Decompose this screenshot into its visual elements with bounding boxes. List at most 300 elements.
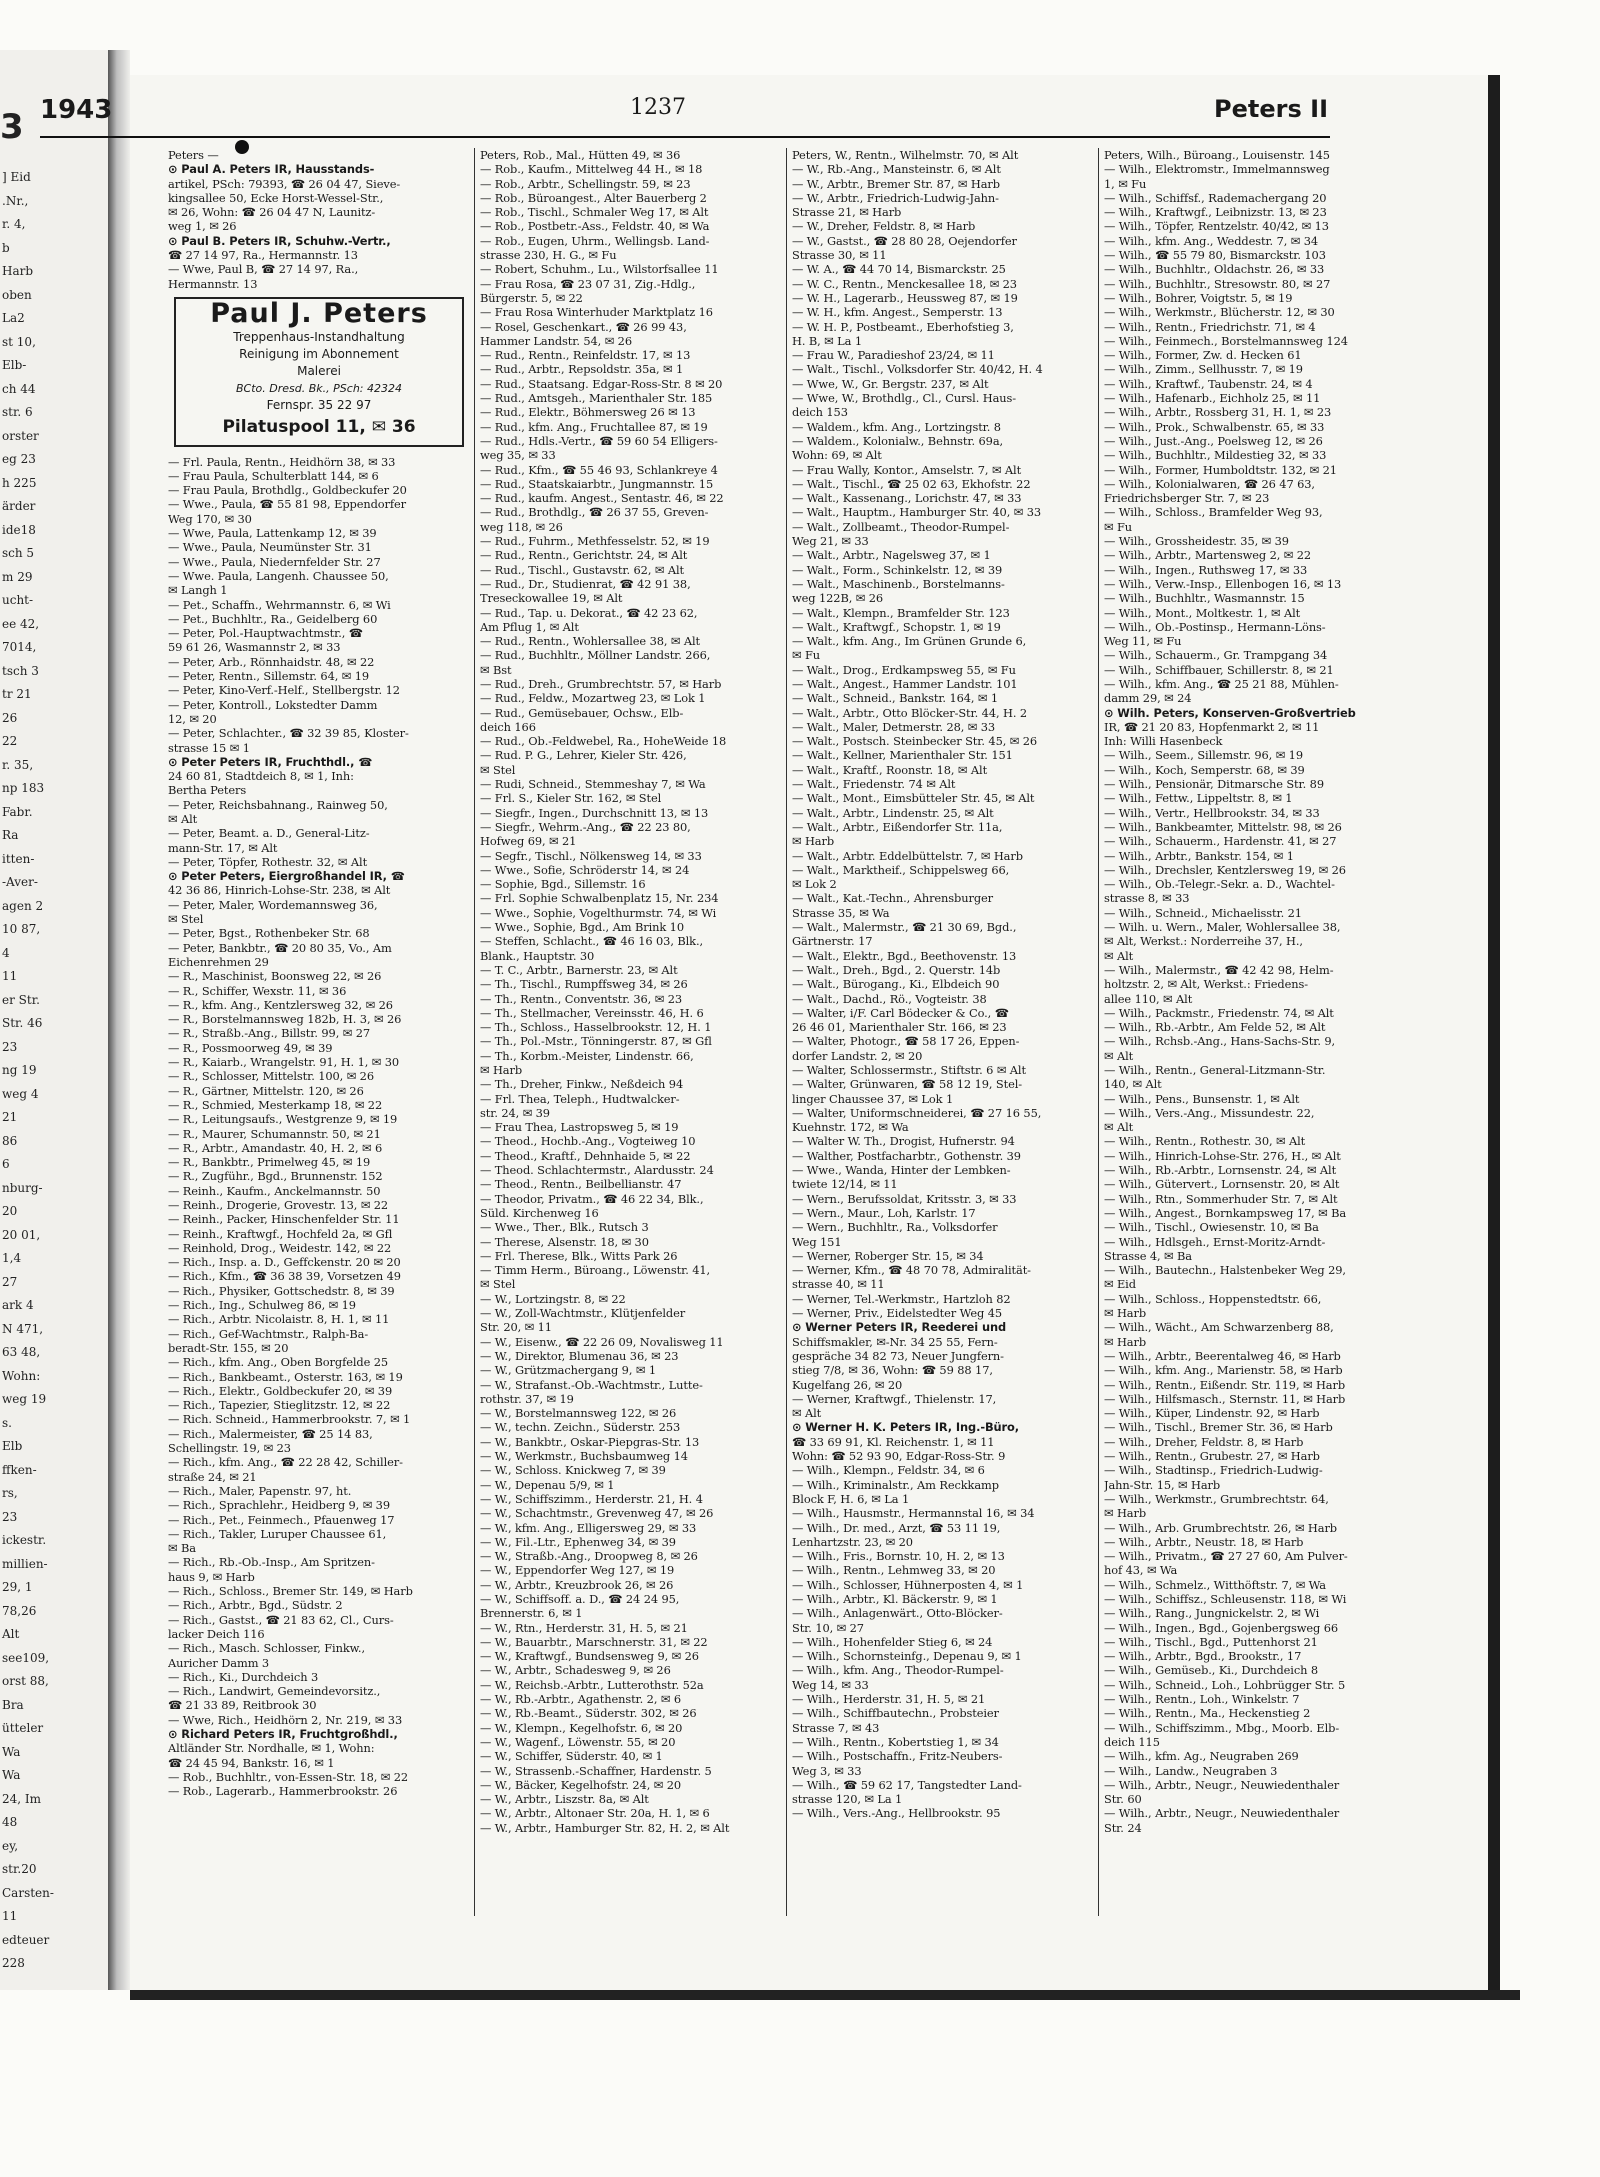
directory-entry: — Wilh., Rentn., Lehmweg 33, ✉ 20 (792, 1563, 996, 1578)
left-page-fragment: ng 19 (2, 1063, 37, 1077)
header-page-number: 1237 (630, 95, 686, 120)
left-page-fragment: 11 (2, 969, 18, 983)
directory-entry: ✉ Stel (168, 912, 204, 927)
directory-entry: — Wilh., Arbtr., Martensweg 2, ✉ 22 (1104, 548, 1312, 563)
left-facing-page (0, 50, 111, 1990)
directory-entry: — Wilh., Dr. med., Arzt, ☎ 53 11 19, (792, 1520, 1001, 1535)
directory-entry: — Walt., Marktheif., Schippelsweg 66, (792, 862, 1010, 877)
directory-entry: — Theod., Rentn., Beilbellianstr. 47 (480, 1177, 682, 1192)
directory-entry: — Wilh., Schornsteinfg., Depenau 9, ✉ 1 (792, 1649, 1022, 1664)
directory-entry: Strasse 30, ✉ 11 (792, 248, 887, 263)
directory-entry: — Wilh., Herderstr. 31, H. 5, ✉ 21 (792, 1692, 986, 1707)
directory-entry: — Rudi, Schneid., Stemmeshay 7, ✉ Wa (480, 777, 706, 792)
left-page-fragment: ark 4 (2, 1298, 34, 1312)
book-gutter (108, 50, 130, 1990)
directory-entry: — Rud., Staatskaiarbtr., Jungmannstr. 15 (480, 476, 714, 491)
directory-entry: ✉ Harb (1104, 1334, 1147, 1349)
directory-entry: Kuehnstr. 172, ✉ Wa (792, 1120, 909, 1135)
directory-entry: — Rud., Staatsang. Edgar-Ross-Str. 8 ✉ 20 (480, 376, 723, 391)
directory-entry: — Wilh., Just.-Ang., Poelsweg 12, ✉ 26 (1104, 433, 1323, 448)
left-page-fragment: np 183 (2, 781, 45, 795)
left-page-fragment: oben (2, 287, 32, 302)
directory-entry: — Walt., Postsch. Steinbecker Str. 45, ✉ 26 (792, 734, 1038, 749)
directory-entry: — Rud., Tap. u. Dekorat., ☎ 42 23 62, (480, 605, 698, 620)
directory-entry: ⊙ Paul B. Peters IR, Schuhw.-Vertr., (168, 233, 391, 248)
left-page-fragment: rs, (2, 1486, 18, 1500)
directory-entry: — W., Arbtr., Friedrich-Ludwig-Jahn- (792, 190, 999, 205)
directory-entry: — Frl. Sophie Schwalbenplatz 15, Nr. 234 (480, 891, 719, 906)
directory-entry: — Wwe., Paula, Neumünster Str. 31 (168, 540, 372, 555)
directory-entry: ☎ 27 14 97, Ra., Hermannstr. 13 (168, 248, 358, 263)
directory-entry: — W., Borstelmannsweg 122, ✉ 26 (480, 1406, 677, 1421)
directory-entry: — W. C., Rentn., Menckesallee 18, ✉ 23 (792, 276, 1017, 291)
directory-entry: — Wilh., Feinmech., Borstelmannsweg 124 (1104, 333, 1348, 348)
directory-entry: — Rich., Takler, Luruper Chaussee 61, (168, 1526, 387, 1541)
directory-entry: — Walt., Kat.-Techn., Ahrensburger (792, 891, 993, 906)
directory-entry: — Walt., Arbtr., Otto Blöcker-Str. 44, H. 2 (792, 705, 1028, 720)
directory-entry: — Siegfr., Ingen., Durchschnitt 13, ✉ 13 (480, 805, 709, 820)
directory-entry: linger Chaussee 37, ✉ Lok 1 (792, 1091, 954, 1106)
directory-entry: — W., Zoll-Wachtmstr., Klütjenfelder (480, 1306, 686, 1321)
directory-entry: damm 29, ✉ 24 (1104, 691, 1192, 706)
directory-entry: twiete 12/14, ✉ 11 (792, 1177, 898, 1192)
directory-entry: — Rich. Schneid., Hammerbrookstr. 7, ✉ 1 (168, 1412, 411, 1427)
directory-entry: Hammer Landstr. 54, ✉ 26 (480, 333, 632, 348)
directory-entry: — Frau Wally, Kontor., Amselstr. 7, ✉ Alt (792, 462, 1022, 477)
directory-entry: — Theod., Hochb.-Ang., Vogteiweg 10 (480, 1134, 696, 1149)
left-page-fragment: ffken- (2, 1462, 37, 1477)
directory-entry: — Wilh., Pensionär, Ditmarsche Str. 89 (1104, 777, 1324, 792)
directory-entry: — Walter, Schlossermstr., Stiftstr. 6 ✉ Alt (792, 1063, 1026, 1077)
left-page-fragment: 23 (2, 1509, 18, 1524)
directory-entry: ✉ Harb (792, 834, 835, 849)
directory-entry: dorfer Landstr. 2, ✉ 20 (792, 1048, 923, 1063)
directory-entry: — Rich., Arbtr., Bgd., Südstr. 2 (168, 1598, 343, 1613)
directory-entry: — Rud., Rentn., Reinfeldstr. 17, ✉ 13 (480, 348, 691, 363)
directory-entry: — W. H., Lagerarb., Heussweg 87, ✉ 19 (792, 290, 1018, 305)
directory-entry: — Wwe, W., Brothdlg., Cl., Cursl. Haus- (792, 391, 1017, 406)
directory-entry: — Wilh., ☎ 59 62 17, Tangstedter Land- (792, 1777, 1022, 1792)
directory-entry: artikel, PSch: 79393, ☎ 26 04 47, Sieve- (168, 176, 401, 191)
directory-entry: — Wilh., Arbtr., Bankstr. 154, ✉ 1 (1104, 848, 1294, 863)
directory-entry: — Rob., Tischl., Schmaler Weg 17, ✉ Alt (480, 205, 709, 220)
column-3 (792, 148, 1092, 1821)
page-header (40, 95, 1340, 135)
directory-entry: — W., Lortzingstr. 8, ✉ 22 (480, 1291, 626, 1306)
directory-entry: — Wilh., kfm. Ang., Theodor-Rumpel- (792, 1663, 1004, 1678)
directory-entry: — Wilh., Fris., Bornstr. 10, H. 2, ✉ 13 (792, 1549, 1005, 1564)
directory-entry: — Walt., Arbtr. Eddelbüttelstr. 7, ✉ Harb (792, 848, 1023, 863)
directory-entry: — Wilh., Schiffbauer, Schillerstr. 8, ✉ 21 (1104, 662, 1334, 677)
directory-entry: — Wilh., Seem., Sillemstr. 96, ✉ 19 (1104, 748, 1303, 763)
page-bottom-edge (130, 1990, 1520, 2000)
directory-entry: Am Pflug 1, ✉ Alt (480, 619, 579, 634)
directory-entry: — Wilh., Vertr., Hellbrookstr. 34, ✉ 33 (1104, 805, 1320, 820)
directory-entry: — Reinh., Drogerie, Grovestr. 13, ✉ 22 (168, 1198, 389, 1212)
directory-entry: — Walt., Maler, Detmerstr. 28, ✉ 33 (792, 719, 996, 734)
directory-entry: — Frl. Therese, Blk., Witts Park 26 (480, 1248, 678, 1263)
directory-entry: — Th., Tischl., Rumpffsweg 34, ✉ 26 (480, 977, 688, 992)
directory-entry: — Wilh., Arbtr., Bgd., Brookstr., 17 (1104, 1649, 1302, 1664)
directory-entry: — Walt., Dachd., Rö., Vogteistr. 38 (792, 991, 987, 1006)
directory-entry: Weg 11, ✉ Fu (1104, 634, 1182, 649)
directory-entry: 1, ✉ Fu (1104, 176, 1147, 191)
directory-entry: — Reinh., Kaufm., Anckelmannstr. 50 (168, 1183, 381, 1198)
directory-entry: — Rich., Bankbeamt., Osterstr. 163, ✉ 19 (168, 1369, 403, 1384)
directory-entry: — Wilh., Schiffsz., Schleusenstr. 118, ✉ Wi (1104, 1591, 1347, 1606)
directory-entry: — Peter, Maler, Wordemannsweg 36, (168, 897, 378, 912)
directory-entry: stieg 7/8, ✉ 36, Wohn: ☎ 59 88 17, (792, 1363, 993, 1378)
directory-entry: — Walt., Angest., Hammer Landstr. 101 (792, 676, 1018, 691)
directory-entry: — Walt., Elektr., Bgd., Beethovenstr. 13 (792, 948, 1017, 963)
directory-entry: — Segfr., Tischl., Nölkensweg 14, ✉ 33 (480, 848, 702, 863)
left-page-fragment: 21 (2, 1110, 18, 1124)
directory-entry: — Reinh., Kraftwgf., Hochfeld 2a, ✉ Gfl (168, 1226, 393, 1241)
left-page-fragment: 7014, (2, 640, 37, 654)
left-page-fragment: Wohn: (2, 1368, 41, 1383)
directory-entry: ✉ Alt (1104, 1120, 1134, 1135)
left-page-fragment: Ra (2, 828, 19, 842)
directory-entry: — Peter, Bankbtr., ☎ 20 80 35, Vo., Am (168, 940, 392, 955)
directory-entry: — Wilh., Schneid., Loh., Lohbrügger Str. 5 (1104, 1677, 1346, 1692)
left-page-fragment: r. 35, (2, 757, 34, 772)
directory-entry: — Wilh., Hafenarb., Eichholz 25, ✉ 11 (1104, 391, 1321, 406)
directory-entry: — Wilh., kfm. Ang., Marienstr. 58, ✉ Harb (1104, 1363, 1343, 1378)
directory-entry: — Walt., Form., Schinkelstr. 12, ✉ 39 (792, 562, 1003, 577)
directory-entry: — Wilh., Arbtr., Rossberg 31, H. 1, ✉ 23 (1104, 405, 1332, 420)
directory-entry: kingsallee 50, Ecke Horst-Wessel-Str., (168, 190, 384, 205)
directory-entry: — Wilh., Rentn., Ma., Heckenstieg 2 (1104, 1706, 1311, 1721)
left-page-fragment: 29, 1 (2, 1580, 33, 1594)
directory-entry: — Rud., kaufm. Angest., Sentastr. 46, ✉ 22 (480, 491, 724, 506)
directory-entry: — Wilh., Grossheidestr. 35, ✉ 39 (1104, 534, 1289, 549)
directory-entry: — R., Maschinist, Boonsweg 22, ✉ 26 (168, 969, 382, 984)
directory-entry: str. 24, ✉ 39 (480, 1105, 550, 1120)
directory-entry: — Rosel, Geschenkart., ☎ 26 99 43, (480, 319, 687, 334)
directory-entry: ✉ Fu (792, 648, 821, 663)
directory-entry: — R., Gärtner, Mittelstr. 120, ✉ 26 (168, 1083, 364, 1098)
left-page-fragment: Bra (2, 1697, 24, 1712)
left-page-fragment: ide18 (2, 522, 36, 537)
directory-entry: — R., Borstelmannsweg 182b, H. 3, ✉ 26 (168, 1012, 402, 1027)
left-page-fragment: 63 48, (2, 1345, 41, 1359)
directory-entry: ✉ Lok 2 (792, 877, 837, 892)
directory-entry: — R., Kaiarb., Wrangelstr. 91, H. 1, ✉ 30 (168, 1055, 400, 1070)
directory-entry: — Walt., Zollbeamt., Theodor-Rumpel- (792, 519, 1010, 534)
directory-entry: — Wilh., Tischl., Owiesenstr. 10, ✉ Ba (1104, 1220, 1319, 1235)
directory-entry: — Wern., Berufssoldat, Kritsstr. 3, ✉ 33 (792, 1191, 1017, 1206)
directory-entry: — Frau W., Paradieshof 23/24, ✉ 11 (792, 348, 995, 363)
directory-entry: — Wilh., Ob.-Postinsp., Hermann-Löns- (1104, 619, 1326, 634)
left-page-fragment: edteuer (2, 1932, 50, 1947)
directory-entry: ⊙ Peter Peters, Eiergroßhandel IR, ☎ (168, 869, 405, 884)
directory-entry: — W., Strassenb.-Schaffner, Hardenstr. 5 (480, 1763, 712, 1778)
directory-entry: — Werner, Kfm., ☎ 48 70 78, Admiralität- (792, 1263, 1031, 1278)
left-page-fragment: 1,4 (2, 1251, 22, 1265)
directory-entry: haus 9, ✉ Harb (168, 1569, 255, 1584)
directory-entry: ✉ Harb (480, 1063, 523, 1077)
directory-entry: Schellingstr. 19, ✉ 23 (168, 1441, 291, 1456)
directory-entry: — Werner, Priv., Eidelstedter Weg 45 (792, 1306, 1002, 1321)
directory-entry: — Wilh., Landw., Neugraben 3 (1104, 1763, 1278, 1778)
directory-entry: straße 24, ✉ 21 (168, 1469, 257, 1484)
directory-entry: — Wilh., ☎ 55 79 80, Bismarckstr. 103 (1104, 248, 1326, 263)
directory-entry: — Walt., Kellner, Marienthaler Str. 151 (792, 748, 1013, 763)
directory-entry: — Rud., Dr., Studienrat, ☎ 42 91 38, (480, 576, 691, 591)
left-page-fragment: m 29 (2, 569, 33, 584)
directory-entry: — W., Schachtmstr., Grevenweg 47, ✉ 26 (480, 1506, 714, 1521)
directory-entry: — Wilh., Rentn., Friedrichstr. 71, ✉ 4 (1104, 319, 1316, 334)
directory-entry: — Walt., Friedenstr. 74 ✉ Alt (792, 777, 956, 792)
directory-entry: Bertha Peters (168, 783, 247, 798)
directory-entry: — W., Arbtr., Hamburger Str. 82, H. 2, ✉ Alt (480, 1820, 730, 1835)
left-page-fragment: 6 (2, 1157, 10, 1171)
directory-entry: — Peter, Rentn., Sillemstr. 64, ✉ 19 (168, 669, 370, 684)
directory-entry: — Frl. Thea, Teleph., Hudtwalcker- (480, 1091, 680, 1106)
directory-entry: — Wilh., Rb.-Arbtr., Am Felde 52, ✉ Alt (1104, 1020, 1326, 1035)
directory-entry: — Wilh., Rb.-Arbtr., Lornsenstr. 24, ✉ Alt (1104, 1163, 1337, 1178)
directory-entry: — W., Rb.-Beamt., Süderstr. 302, ✉ 26 (480, 1706, 697, 1721)
directory-entry: 24 60 81, Stadtdeich 8, ✉ 1, Inh: (168, 769, 354, 784)
directory-entry: — Wilh., Rentn., Rothestr. 30, ✉ Alt (1104, 1134, 1306, 1149)
directory-entry: — Wilh., Verw.-Insp., Ellenbogen 16, ✉ 13 (1104, 576, 1342, 591)
directory-entry: — Waldem., kfm. Ang., Lortzingstr. 8 (792, 419, 1001, 434)
directory-entry: — Rud., Gemüsebauer, Ochsw., Elb- (480, 705, 684, 720)
directory-entry: — R., Possmoorweg 49, ✉ 39 (168, 1040, 333, 1055)
directory-entry: — Rich., Masch. Schlosser, Finkw., (168, 1641, 365, 1656)
directory-entry: — Wilh., Kriminalstr., Am Reckkamp (792, 1477, 999, 1492)
directory-entry: — Wilh., Schneid., Michaelisstr. 21 (1104, 905, 1302, 920)
directory-entry: — Wilh., Ingen., Bgd., Gojenbergsweg 66 (1104, 1620, 1339, 1635)
directory-entry: Brennerstr. 6, ✉ 1 (480, 1606, 583, 1621)
directory-entry: — Wilh., Töpfer, Rentzelstr. 40/42, ✉ 13 (1104, 219, 1329, 234)
directory-entry: ✉ Harb (1104, 1506, 1147, 1521)
directory-entry: — W., Reichsb.-Arbtr., Lutterothstr. 52a (480, 1677, 704, 1692)
directory-entry: — Walt., Mont., Eimsbütteler Str. 45, ✉ Alt (792, 791, 1035, 806)
directory-entry: — Waldem., Kolonialw., Behnstr. 69a, (792, 433, 1004, 448)
directory-entry: ✉ Alt (168, 811, 198, 826)
left-page-fragment: Str. 46 (2, 1016, 43, 1030)
directory-entry: — Wilh., Malermstr., ☎ 42 42 98, Helm- (1104, 962, 1334, 977)
directory-entry: ⊙ Werner H. K. Peters IR, Ing.-Büro, (792, 1420, 1020, 1435)
directory-entry: — Wilh., Drechsler, Kentzlersweg 19, ✉ 26 (1104, 862, 1346, 877)
left-page-fragment: Carsten- (2, 1885, 54, 1900)
directory-entry: — R., Schiffer, Wexstr. 11, ✉ 36 (168, 983, 347, 998)
left-page-fragment: Elb- (2, 358, 27, 372)
directory-entry: — Wilh., Hdlsgeh., Ernst-Moritz-Arndt- (1104, 1234, 1326, 1249)
directory-entry: strasse 15 ✉ 1 (168, 740, 250, 755)
directory-entry: — Rich., Maler, Papenstr. 97, ht. (168, 1483, 352, 1498)
directory-entry: — W., Direktor, Blumenau 36, ✉ 23 (480, 1348, 679, 1363)
directory-entry: ✉ Alt (1104, 1048, 1134, 1063)
directory-entry: — Walt., Drog., Erdkampsweg 55, ✉ Fu (792, 662, 1016, 677)
directory-entry: — W., Gastst., ☎ 28 80 28, Oejendorfer (792, 233, 1017, 248)
ad-name: Paul J. Peters (210, 297, 428, 329)
left-page-fragment: 48 (2, 1815, 18, 1829)
directory-entry: — Wilh., Zimm., Sellhusstr. 7, ✉ 19 (1104, 362, 1303, 377)
directory-entry: — R., Arbtr., Amandastr. 40, H. 2, ✉ 6 (168, 1140, 383, 1155)
left-page-fragment: ch 44 (2, 381, 36, 396)
directory-entry: — Peter, Arb., Rönnhaidstr. 48, ✉ 22 (168, 654, 375, 669)
directory-entry: — Wilh., Schlosser, Hühnerposten 4, ✉ 1 (792, 1577, 1024, 1592)
column-4 (1104, 148, 1404, 1835)
directory-entry: — Rud., kfm. Ang., Fruchtallee 87, ✉ 19 (480, 419, 708, 434)
directory-entry: — W., Rb.-Ang., Mansteinstr. 6, ✉ Alt (792, 162, 1001, 177)
directory-entry: holtzstr. 2, ✉ Alt, Werkst.: Friedens- (1104, 977, 1308, 992)
directory-entry: — Wwe, Paula, Lattenkamp 12, ✉ 39 (168, 526, 377, 541)
directory-entry: Weg 170, ✉ 30 (168, 511, 252, 526)
left-page-fragment: agen 2 (2, 898, 44, 913)
directory-entry: — Peter, Pol.-Hauptwachtmstr., ☎ (168, 626, 363, 641)
directory-entry: ✉ Stel (480, 762, 516, 777)
directory-entry: — Rud., Rentn., Gerichtstr. 24, ✉ Alt (480, 548, 688, 563)
directory-entry: — R., kfm. Ang., Kentzlersweg 32, ✉ 26 (168, 997, 393, 1012)
directory-entry: — Rob., Buchhltr., von-Essen-Str. 18, ✉ 22 (168, 1769, 409, 1784)
left-page-fragment: .Nr., (2, 193, 29, 208)
directory-entry: Block F, H. 6, ✉ La 1 (792, 1491, 910, 1506)
directory-entry: Eichenrehmen 29 (168, 954, 269, 969)
directory-entry: — W., Grützmachergang 9, ✉ 1 (480, 1363, 656, 1378)
directory-entry: — Walt., kfm. Ang., Im Grünen Grunde 6, (792, 634, 1027, 649)
directory-entry: — W., Bauarbtr., Marschnerstr. 31, ✉ 22 (480, 1634, 708, 1649)
directory-entry: — Wilh., Stadtinsp., Friedrich-Ludwig- (1104, 1463, 1323, 1478)
directory-entry: Weg 21, ✉ 33 (792, 534, 869, 549)
directory-entry: — R., Straßb.-Ang., Billstr. 99, ✉ 27 (168, 1026, 371, 1041)
directory-entry: — Walt., Dreh., Bgd., 2. Querstr. 14b (792, 962, 1001, 977)
directory-entry: — Wilh., Dreher, Feldstr. 8, ✉ Harb (1104, 1434, 1304, 1449)
directory-entry: deich 166 (480, 719, 536, 734)
directory-entry: — Theod., Kraftf., Dehnhaide 5, ✉ 22 (480, 1148, 691, 1163)
left-page-fragment: Harb (2, 264, 34, 278)
directory-entry: — W., Kraftwgf., Bundsensweg 9, ✉ 26 (480, 1649, 699, 1664)
directory-entry: Friedrichsberger Str. 7, ✉ 23 (1104, 491, 1270, 506)
column-1 (168, 148, 468, 1798)
directory-entry: — Th., Stellmacher, Vereinsstr. 46, H. 6 (480, 1005, 704, 1020)
directory-entry: Weg 14, ✉ 33 (792, 1677, 869, 1692)
header-rule (40, 136, 1330, 138)
directory-entry: — Wilh., Wächt., Am Schwarzenberg 88, (1104, 1320, 1334, 1335)
directory-entry: Str. 10, ✉ 27 (792, 1620, 864, 1635)
directory-entry: — Wilh., Arbtr., Beerentalweg 46, ✉ Harb (1104, 1348, 1341, 1363)
directory-entry: — Wilh., Hilfsmasch., Sternstr. 11, ✉ Harb (1104, 1391, 1346, 1406)
directory-entry: — Rich., Gastst., ☎ 21 83 62, Cl., Curs- (168, 1612, 394, 1627)
directory-entry: — Rich., Ing., Schulweg 86, ✉ 19 (168, 1298, 356, 1313)
left-page-fragment: itten- (2, 851, 35, 866)
directory-entry: beradt-Str. 155, ✉ 20 (168, 1340, 289, 1355)
directory-entry: Inh: Willi Hasenbeck (1104, 734, 1223, 749)
directory-entry: — Walt., Kraftf., Roonstr. 18, ✉ Alt (792, 762, 988, 777)
directory-entry: Strasse 7, ✉ 43 (792, 1720, 880, 1735)
directory-entry: — Rich., Insp. a. D., Geffckenstr. 20 ✉ 20 (168, 1255, 401, 1270)
directory-entry: — Wwe, Paul B, ☎ 27 14 97, Ra., (168, 262, 359, 277)
directory-entry: — W., Arbtr., Liszstr. 8a, ✉ Alt (480, 1792, 649, 1807)
directory-entry: — Wilh., Schmelz., Witthöftstr. 7, ✉ Wa (1104, 1577, 1326, 1592)
directory-entry: — Walter, Grünwaren, ☎ 58 12 19, Stel- (792, 1077, 1023, 1092)
column-1-bottom-entries (168, 455, 468, 1799)
column-2 (480, 148, 780, 1835)
directory-entry: — Frl. Paula, Rentn., Heidhörn 38, ✉ 33 (168, 454, 396, 469)
directory-entry: rothstr. 37, ✉ 19 (480, 1391, 574, 1406)
directory-entry: Str. 20, ✉ 11 (480, 1320, 552, 1335)
directory-entry: — Peter, Bgst., Rothenbeker Str. 68 (168, 926, 370, 941)
left-page-fragment: La2 (2, 311, 25, 325)
directory-entry: — Werner, Roberger Str. 15, ✉ 34 (792, 1248, 984, 1263)
directory-entry: ⊙ Paul A. Peters IR, Hausstands- (168, 162, 375, 177)
directory-entry: — W., Straßb.-Ang., Droopweg 8, ✉ 26 (480, 1549, 698, 1564)
directory-entry: — Peter, Beamt. a. D., General-Litz- (168, 826, 370, 841)
directory-entry: — Rud., Tischl., Gustavstr. 62, ✉ Alt (480, 562, 684, 577)
directory-entry: — Th., Pol.-Mstr., Tönningerstr. 87, ✉ Gfl (480, 1034, 712, 1049)
directory-entry: strasse 40, ✉ 11 (792, 1277, 885, 1292)
left-page-fragment: ] Eid (2, 170, 31, 184)
directory-entry: — Frau Rosa Winterhuder Marktplatz 16 (480, 305, 713, 320)
directory-entry: — Wilh., Ingen., Ruthsweg 17, ✉ 33 (1104, 562, 1308, 577)
directory-entry: — Robert, Schuhm., Lu., Wilstorfsallee 11 (480, 262, 719, 277)
directory-entry: — Pet., Buchhltr., Ra., Geidelberg 60 (168, 611, 378, 626)
directory-entry: — Wilh., Rentn., Eißendr. Str. 119, ✉ Harb (1104, 1377, 1346, 1392)
directory-entry: — Wilh., Schiffbautechn., Probsteier (792, 1706, 999, 1721)
directory-entry: — Rich., Rb.-Ob.-Insp., Am Spritzen- (168, 1555, 375, 1570)
left-page-fragment: millien- (2, 1556, 48, 1571)
directory-entry: — Wilh., Bankbeamter, Mittelstr. 98, ✉ 26 (1104, 819, 1342, 834)
left-page-fragment: str.20 (2, 1862, 37, 1876)
directory-entry: — Walther, Postfacharbtr., Gothenstr. 39 (792, 1148, 1021, 1163)
directory-entry: deich 115 (1104, 1734, 1160, 1749)
directory-entry: Hofweg 69, ✉ 21 (480, 834, 577, 849)
directory-entry: — Peter, Kontroll., Lokstedter Damm (168, 697, 378, 712)
left-page-fragment: 10 87, (2, 922, 41, 936)
left-page-fragment: see109, (2, 1650, 50, 1665)
left-page-fragment: 23 (2, 1039, 18, 1054)
directory-entry: — Rich., Schloss., Bremer Str. 149, ✉ Harb (168, 1584, 413, 1599)
directory-entry: — Reinhold, Drog., Weidestr. 142, ✉ 22 (168, 1240, 392, 1255)
directory-entry: — Wilh., Bohrer, Voigtstr. 5, ✉ 19 (1104, 290, 1293, 305)
directory-entry: 59 61 26, Wasmannstr 2, ✉ 33 (168, 640, 341, 655)
directory-entry: ✉ Eid (1104, 1277, 1136, 1292)
directory-entry: — Wilh., Arb. Grumbrechtstr. 26, ✉ Harb (1104, 1520, 1337, 1535)
directory-entry: Blank., Hauptstr. 30 (480, 948, 595, 963)
directory-entry: — Peter, Schlachter., ☎ 32 39 85, Kloster- (168, 726, 409, 741)
left-page-fragment: st 10, (2, 334, 36, 349)
directory-entry: — Theod. Schlachtermstr., Alardusstr. 24 (480, 1163, 714, 1178)
directory-entry: — Wilh., Schloss., Hoppenstedtstr. 66, (1104, 1291, 1322, 1306)
directory-entry: Strasse 21, ✉ Harb (792, 205, 902, 220)
ad-line-2: Reinigung im Abonnement (239, 347, 399, 362)
directory-entry: — W., Arbtr., Kreuzbrook 26, ✉ 26 (480, 1577, 674, 1592)
left-page-fragment: ärder (2, 499, 36, 513)
directory-entry: — Pet., Schaffn., Wehrmannstr. 6, ✉ Wi (168, 597, 391, 612)
left-page-fragment: N 471, (2, 1321, 44, 1336)
directory-entry: — Peter, Kino-Verf.-Helf., Stellbergstr. 12 (168, 683, 400, 698)
directory-entry: — Walter W. Th., Drogist, Hufnerstr. 94 (792, 1134, 1015, 1149)
directory-entry: strasse 230, H. G., ✉ Fu (480, 248, 617, 263)
left-page-fragment: 24, Im (2, 1791, 42, 1806)
left-page-fragment: Elb (2, 1439, 23, 1453)
directory-entry: — Wilh., kfm. Ang., ☎ 25 21 88, Mühlen- (1104, 676, 1339, 691)
directory-entry: — W., Arbtr., Schadesweg 9, ✉ 26 (480, 1663, 671, 1678)
directory-entry: — Rich., kfm. Ang., ☎ 22 28 42, Schiller- (168, 1455, 403, 1470)
directory-entry: ☎ 24 45 94, Bankstr. 16, ✉ 1 (168, 1755, 335, 1770)
directory-entry: — Wilh., Schiffszimm., Mbg., Moorb. Elb- (1104, 1720, 1340, 1735)
directory-entry: — Wern., Maur., Loh, Karlstr. 17 (792, 1205, 976, 1220)
directory-entry: — Wilh., Gemüseb., Ki., Durchdeich 8 (1104, 1663, 1319, 1678)
directory-entry: — Frau Paula, Schulterblatt 144, ✉ 6 (168, 468, 379, 483)
left-page-fragment: Alt (2, 1627, 20, 1641)
directory-entry: — Wilh., Schloss., Bramfelder Weg 93, (1104, 505, 1323, 520)
left-page-fragment: 22 (2, 734, 18, 748)
directory-entry: — W., Strafanst.-Ob.-Wachtmstr., Lutte- (480, 1377, 703, 1392)
directory-entry: — Rud., Amtsgeh., Marienthaler Str. 185 (480, 391, 713, 406)
